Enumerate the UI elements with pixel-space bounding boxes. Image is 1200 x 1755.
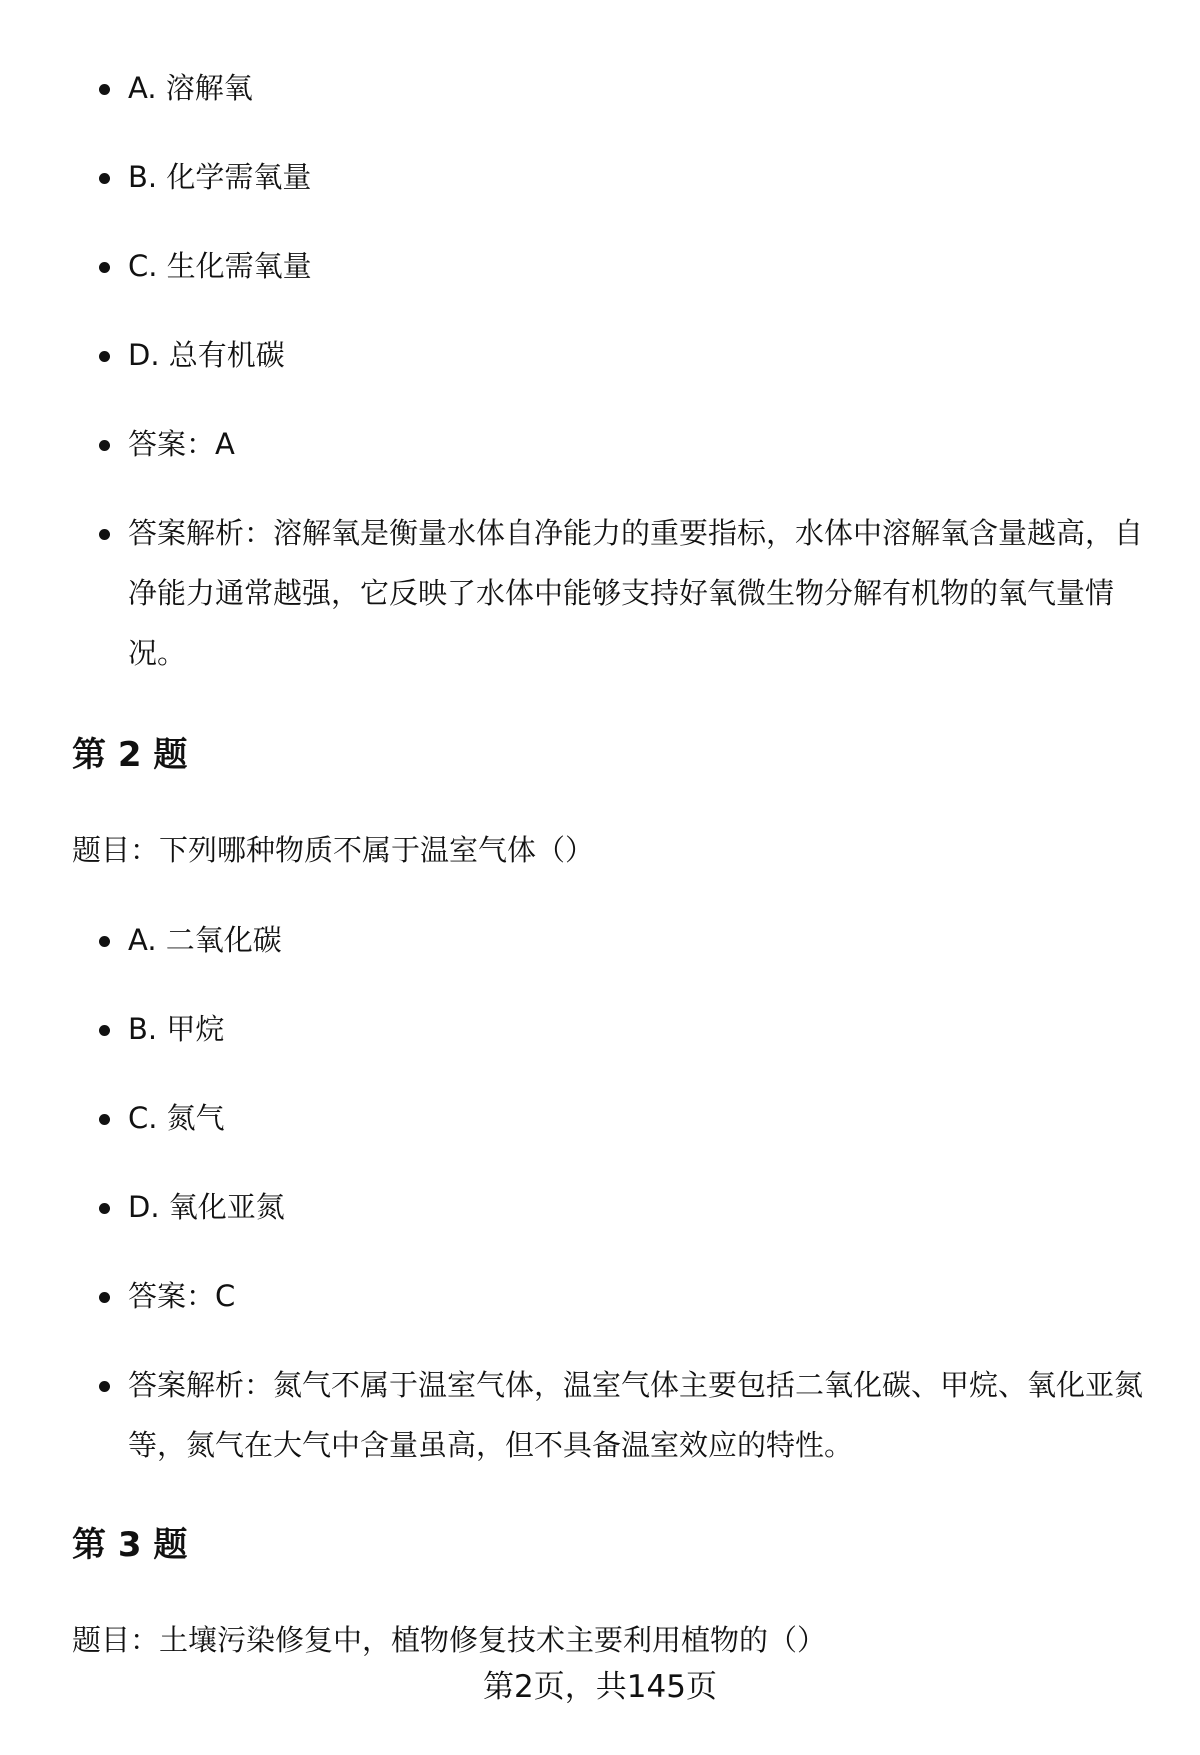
option-a: A. 溶解氧 (0, 58, 1200, 118)
question-2-heading: 第 2 题 (72, 735, 188, 775)
answer: 答案：C (0, 1266, 1200, 1326)
answer-explanation: 答案解析：溶解氧是衡量水体自净能力的重要指标，水体中溶解氧含量越高，自净能力通常越强，它反映了水体中能够支持好氧微生物分解有机物的氧气量情况。 (0, 503, 1200, 683)
question-2-block (0, 910, 1200, 1475)
option-d: D. 总有机碳 (0, 325, 1200, 385)
question-3-heading: 第 3 题 (72, 1525, 188, 1565)
answer-explanation: 答案解析：氮气不属于温室气体，温室气体主要包括二氧化碳、甲烷、氧化亚氮等，氮气在大气中含量虽高，但不具备温室效应的特性。 (0, 1355, 1200, 1475)
option-b: B. 化学需氧量 (0, 147, 1200, 207)
option-a: A. 二氧化碳 (0, 910, 1200, 970)
option-b: B. 甲烷 (0, 999, 1200, 1059)
question-2-stem: 题目：下列哪种物质不属于温室气体（） (72, 833, 595, 867)
answer: 答案：A (0, 414, 1200, 474)
question-2-list (0, 910, 1200, 1475)
option-c: C. 生化需氧量 (0, 236, 1200, 296)
question-1-block (0, 58, 1200, 683)
page-number: 第2页，共145页 (483, 1669, 717, 1705)
question-1-list (0, 58, 1200, 683)
option-c: C. 氮气 (0, 1088, 1200, 1148)
option-d: D. 氧化亚氮 (0, 1177, 1200, 1237)
question-3-stem: 题目：土壤污染修复中，植物修复技术主要利用植物的（） (72, 1623, 827, 1657)
